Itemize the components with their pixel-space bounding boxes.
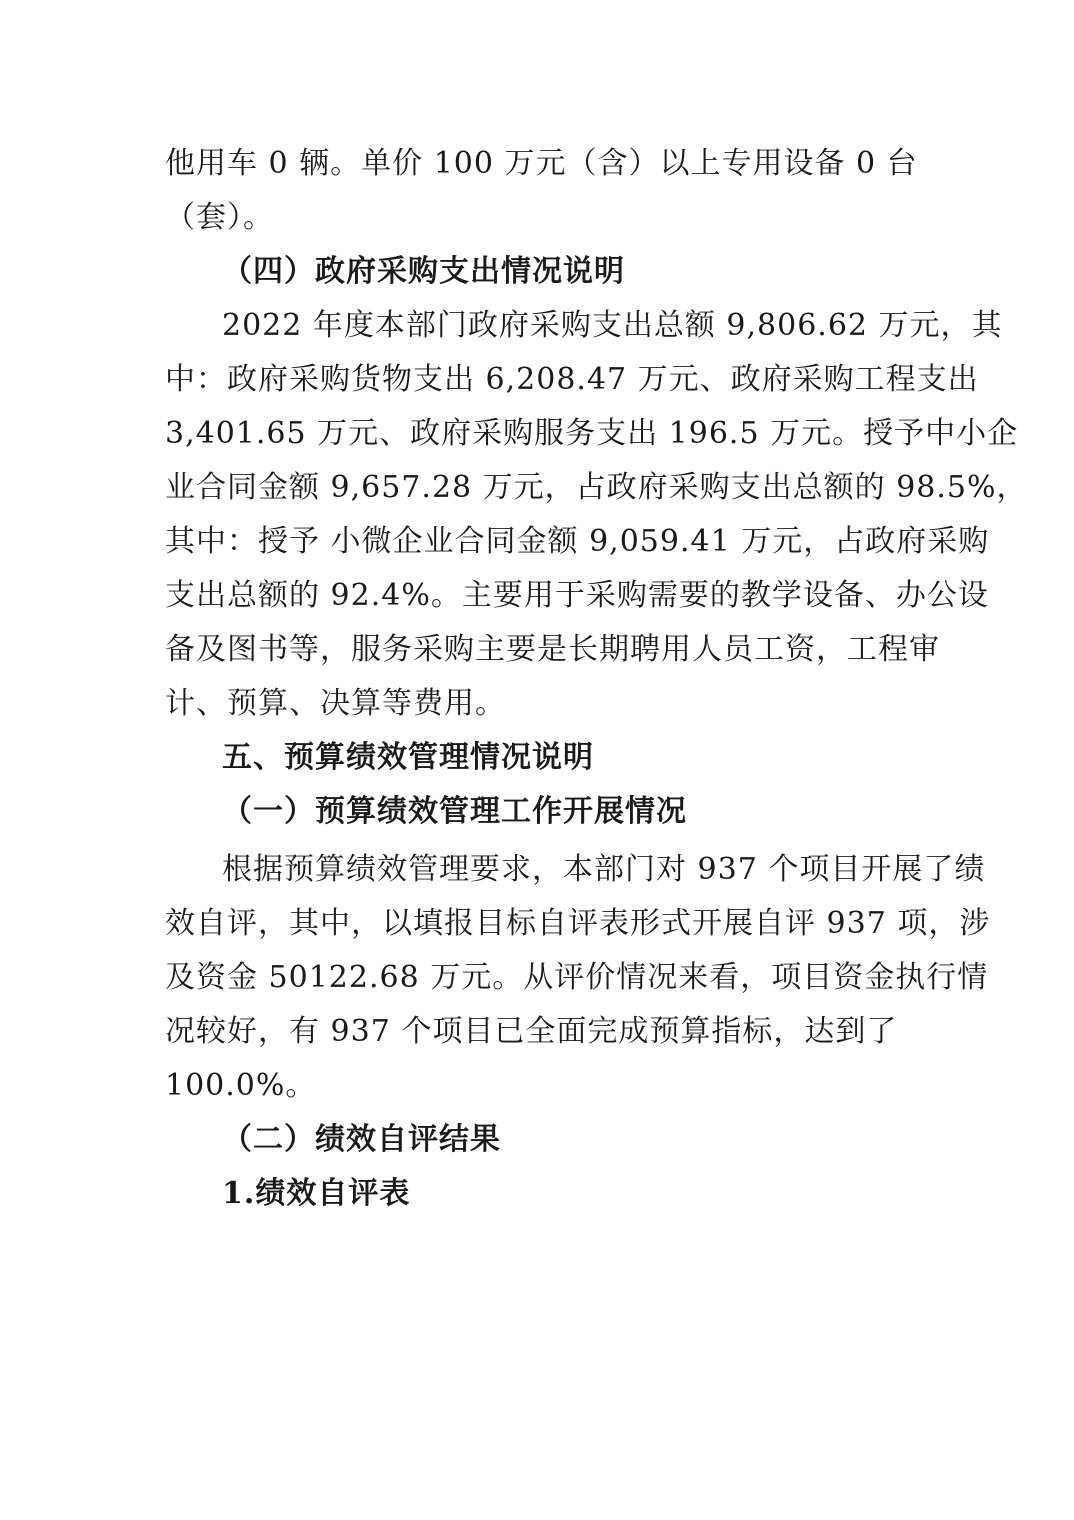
- paragraph-line: 3,401.65 万元、政府采购服务支出 196.5 万元。授予中小企: [165, 416, 1019, 451]
- paragraph-line: 效自评，其中，以填报目标自评表形式开展自评 937 项，涉: [165, 906, 991, 941]
- paragraph-line: 2022 年度本部门政府采购支出总额 9,806.62 万元，其: [222, 308, 1003, 343]
- paragraph-line: 根据预算绩效管理要求，本部门对 937 个项目开展了绩: [222, 852, 986, 887]
- subsection-heading: （二）绩效自评结果: [222, 1122, 501, 1157]
- paragraph-line: 其中：授予 小微企业合同金额 9,059.41 万元，占政府采购: [165, 524, 990, 559]
- paragraph-line: 业合同金额 9,657.28 万元，占政府采购支出总额的 98.5%，: [165, 470, 1028, 505]
- subsection-heading: （一）预算绩效管理工作开展情况: [222, 794, 687, 829]
- paragraph-line: 他用车 0 辆。单价 100 万元（含）以上专用设备 0 台: [165, 146, 918, 181]
- paragraph-line: 中：政府采购货物支出 6,208.47 万元、政府采购工程支出: [165, 362, 979, 397]
- section-heading: 五、预算绩效管理情况说明: [222, 740, 594, 775]
- paragraph-line: 及资金 50122.68 万元。从评价情况来看，项目资金执行情: [165, 960, 989, 995]
- section-heading: （四）政府采购支出情况说明: [222, 254, 625, 289]
- paragraph-line: 备及图书等，服务采购主要是长期聘用人员工资，工程审: [165, 632, 940, 667]
- subsection-heading: 1.绩效自评表: [222, 1176, 411, 1211]
- paragraph-line: 支出总额的 92.4%。主要用于采购需要的教学设备、办公设: [165, 578, 989, 613]
- paragraph-line: 计、预算、决算等费用。: [165, 686, 506, 721]
- paragraph-line: （套）。: [165, 200, 274, 235]
- paragraph-line: 100.0%。: [165, 1068, 317, 1103]
- paragraph-line: 况较好，有 937 个项目已全面完成预算指标，达到了: [165, 1014, 898, 1049]
